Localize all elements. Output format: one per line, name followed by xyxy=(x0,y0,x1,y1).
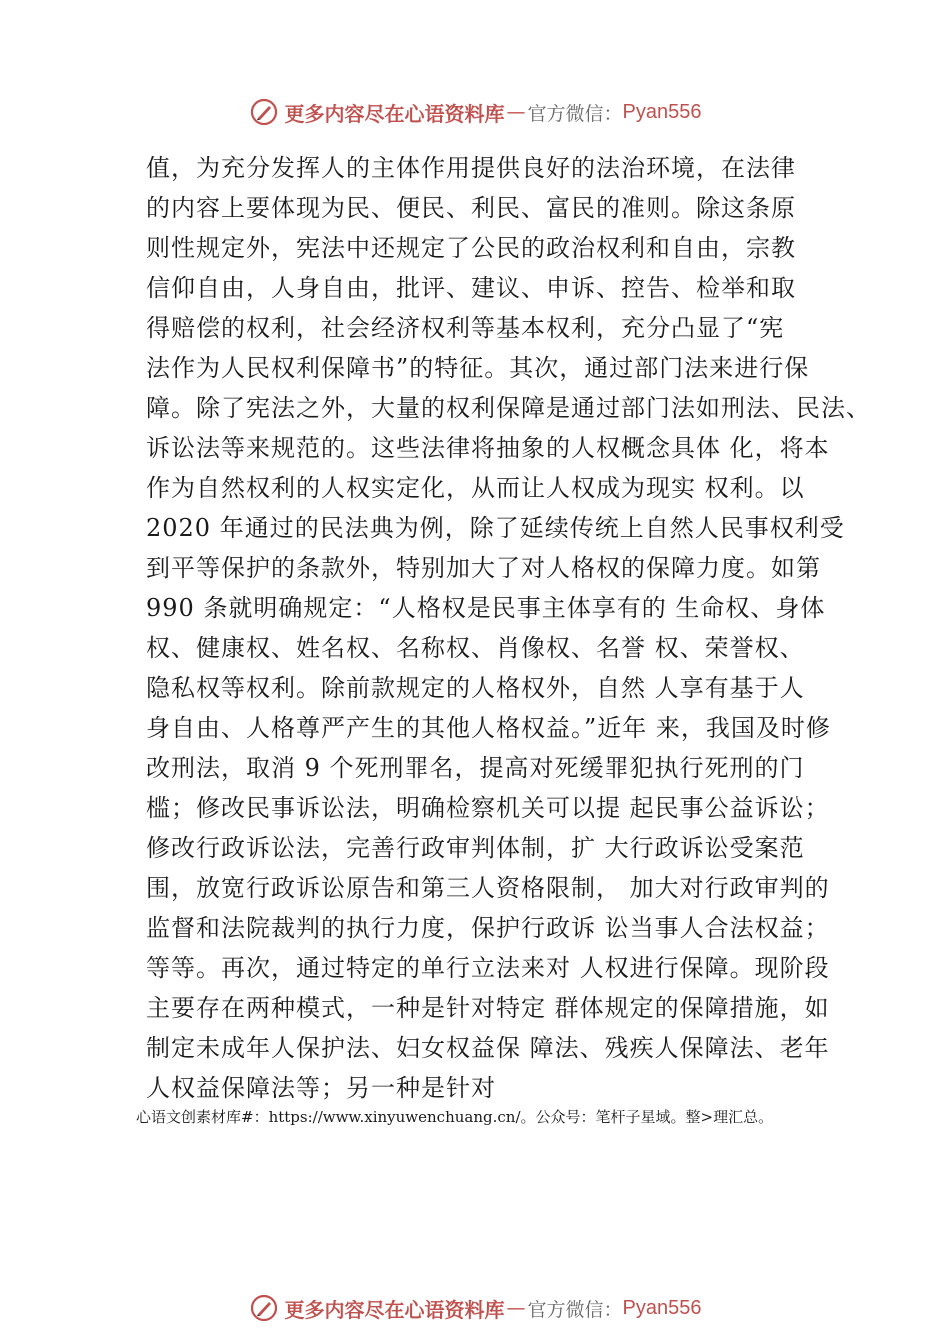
body-line: 主要存在两种模式，一种是针对特定 群体规定的保障措施，如 xyxy=(146,994,830,1022)
pen-seal-logo-icon xyxy=(249,1293,279,1323)
body-line: 到平等保护的条款外，特别加大了对人格权的保障力度。如第 xyxy=(146,554,821,582)
body-line: 信仰自由，人身自由，批评、建议、申诉、控告、检举和取 xyxy=(146,274,796,302)
footer-banner xyxy=(0,1288,950,1328)
banner-wechat-id: Pyan556 xyxy=(622,100,702,123)
body-line: 的内容上要体现为民、便民、利民、富民的准则。除这条原 xyxy=(146,194,796,222)
banner-wechat-id: Pyan556 xyxy=(622,1296,702,1319)
body-line: 值，为充分发挥人的主体作用提供良好的法治环境，在法律 xyxy=(146,154,796,182)
body-line: 制定未成年人保护法、妇女权益保 障法、残疾人保障法、老年 xyxy=(146,1034,830,1062)
banner-main-text: 更多内容尽在心语资料库 xyxy=(284,101,505,126)
banner-official-label: 官方微信： xyxy=(527,102,623,125)
body-line: 权、健康权、姓名权、名称权、肖像权、名誉 权、荣誉权、 xyxy=(146,634,805,662)
body-line: 槛；修改民事诉讼法，明确检察机关可以提 起民事公益诉讼； xyxy=(146,794,830,822)
body-line: 监督和法院裁判的执行力度，保护行政诉 讼当事人合法权益； xyxy=(146,914,830,942)
body-line: 990 条就明确规定：“人格权是民事主体享有的 生命权、身体 xyxy=(146,594,826,622)
body-line: 诉讼法等来规范的。这些法律将抽象的人权概念具体 化，将本 xyxy=(146,434,830,462)
source-note: 心语文创素材库#：https://www.xinyuwenchuang.cn/。公众号：笔杆子星域。整>理汇总。 xyxy=(136,1108,774,1126)
body-line: 则性规定外，宪法中还规定了公民的政治权利和自由，宗教 xyxy=(146,234,796,262)
banner-dash: — xyxy=(506,101,526,123)
pen-seal-logo-icon xyxy=(249,97,279,127)
body-line: 法作为人民权利保障书”的特征。其次，通过部门法来进行保 xyxy=(146,354,810,382)
banner-dash: — xyxy=(506,1297,526,1319)
body-line: 身自由、人格尊严产生的其他人格权益。”近年 来，我国及时修 xyxy=(146,714,831,742)
body-line: 隐私权等权利。除前款规定的人格权外，自然 人享有基于人 xyxy=(146,674,805,702)
document-body xyxy=(146,148,871,1108)
body-line: 得赔偿的权利，社会经济权利等基本权利，充分凸显了“宪 xyxy=(146,314,785,342)
header-banner xyxy=(0,92,950,132)
body-line: 等等。再次，通过特定的单行立法来对 人权进行保障。现阶段 xyxy=(146,954,830,982)
banner-official-label: 官方微信： xyxy=(527,1298,623,1321)
body-line: 改刑法，取消 9 个死刑罪名，提高对死缓罪犯执行死刑的门 xyxy=(146,754,805,782)
body-line: 围，放宽行政诉讼原告和第三人资格限制， 加大对行政审判的 xyxy=(146,874,830,902)
body-line: 2020 年通过的民法典为例，除了延续传统上自然人民事权利受 xyxy=(146,514,845,542)
body-line: 修改行政诉讼法，完善行政审判体制，扩 大行政诉讼受案范 xyxy=(146,834,805,862)
body-line: 作为自然权利的人权实定化，从而让人权成为现实 权利。以 xyxy=(146,474,805,502)
banner-main-text: 更多内容尽在心语资料库 xyxy=(284,1297,505,1322)
body-line: 障。除了宪法之外，大量的权利保障是通过部门法如刑法、民法、 xyxy=(146,394,871,422)
body-line: 人权益保障法等；另一种是针对 xyxy=(146,1074,496,1102)
